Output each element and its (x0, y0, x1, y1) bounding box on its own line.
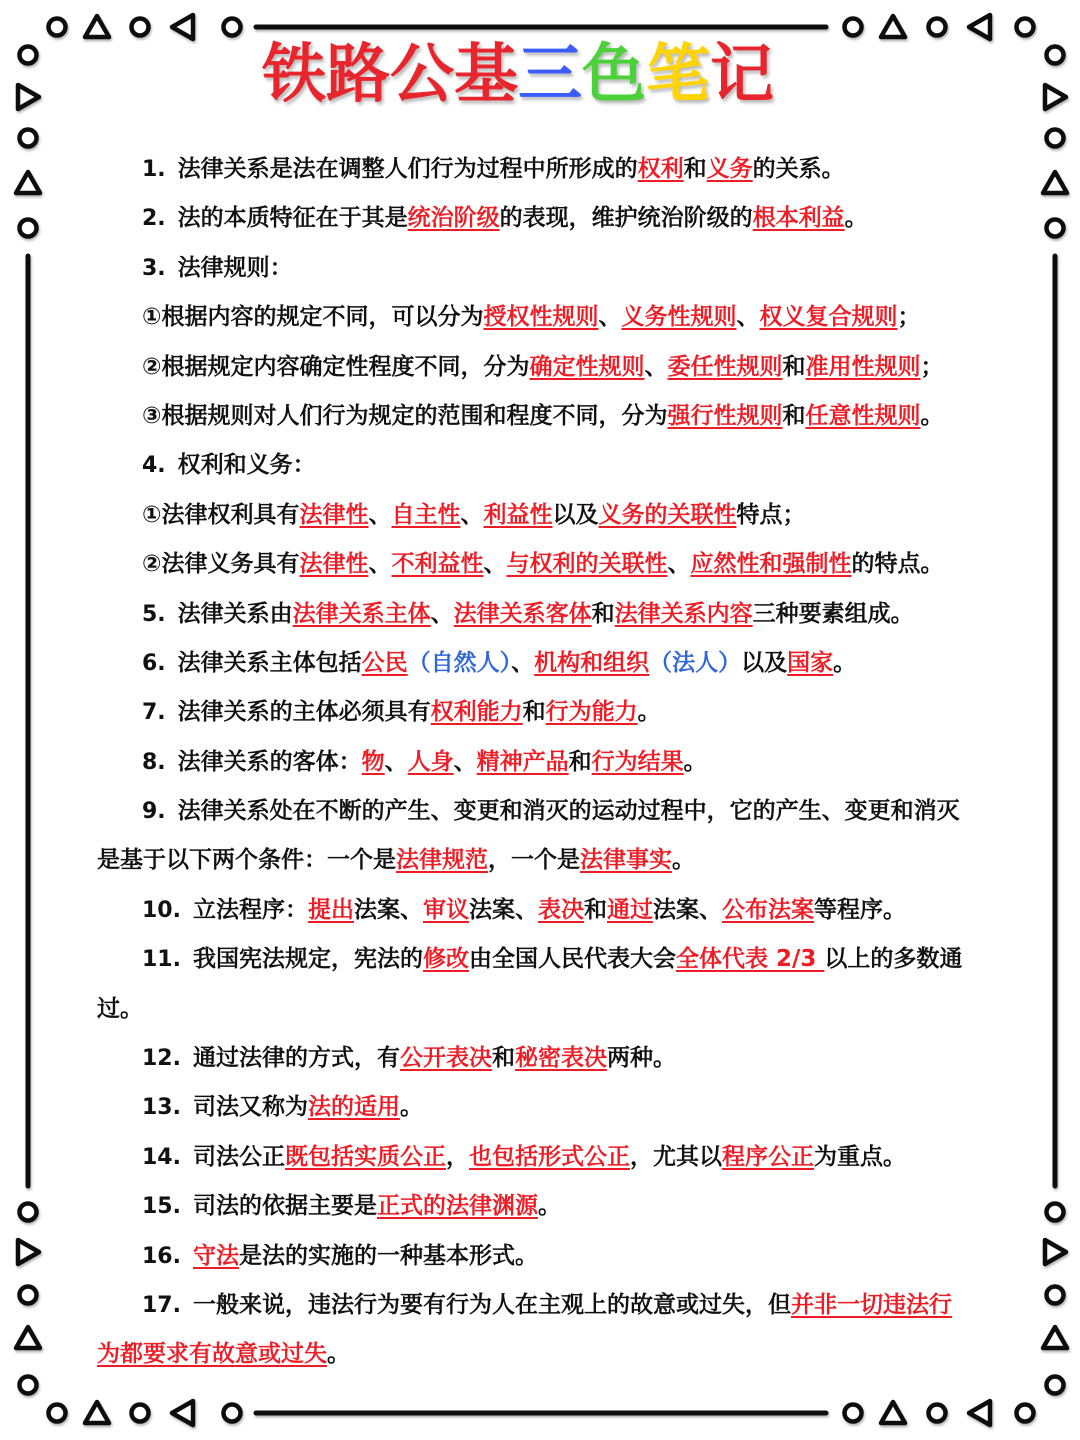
note-text: ， (445, 1143, 469, 1170)
note-text: ②法律义务具有 (142, 551, 300, 578)
keyword-highlight: 与权利的关联性 (506, 551, 668, 578)
note-number: 11. (142, 947, 181, 973)
keyword-highlight: 法律关系主体 (292, 600, 431, 627)
keyword-highlight: 表决 (537, 896, 584, 923)
note-item-11-continued (0, 985, 1000, 1034)
border-triangle-up (1043, 1327, 1067, 1348)
border-circle (20, 47, 37, 64)
note-text: ，一个是 (488, 847, 580, 874)
note-text: 司法公正 (192, 1143, 285, 1170)
border-circle (224, 1405, 241, 1422)
border-circle (224, 19, 241, 36)
note-text: 权利和义务： (177, 452, 316, 479)
border-triangle-up (85, 16, 109, 37)
note-item-3-sub-3 (0, 392, 1000, 441)
note-item-9 (0, 787, 1000, 836)
keyword-highlight: 行为结果 (591, 748, 684, 775)
note-text: ③根据规则对人们行为规定的范围和程度不同，分为 (142, 402, 668, 429)
note-text: 。 (672, 847, 695, 874)
note-text: 。 (399, 1094, 423, 1121)
keyword-highlight: 并非一切违法行 (790, 1291, 952, 1318)
keyword-highlight: 义务 (706, 156, 753, 182)
border-triangle-right (1045, 1240, 1066, 1264)
note-text: 。 (327, 1341, 350, 1368)
keyword-highlight: 统治阶级 (407, 205, 500, 232)
note-item-4-sub-1 (0, 491, 1000, 540)
keyword-highlight: 授权性规则 (483, 304, 599, 331)
note-text: 。 (833, 649, 857, 676)
keyword-highlight: 任意性规则 (805, 402, 921, 429)
note-text: 是法的实施的一种基本形式。 (238, 1242, 538, 1269)
keyword-highlight: 义务性规则 (621, 304, 737, 331)
note-number: 12. (142, 1046, 181, 1072)
note-item-14 (0, 1133, 1000, 1182)
note-item-10 (0, 886, 1000, 935)
border-circle (1017, 1405, 1034, 1422)
note-item-3-sub-2 (0, 343, 1000, 392)
note-item-3 (0, 244, 1000, 293)
note-text: 。 (537, 1193, 561, 1220)
note-number: 4. (142, 453, 166, 479)
keyword-highlight: 行为能力 (545, 699, 638, 726)
page-title (262, 39, 774, 111)
note-text: 法的本质特征在于其是 (177, 205, 408, 232)
border-triangle-right (18, 85, 39, 109)
note-item-13 (0, 1083, 1000, 1132)
border-circle (929, 19, 946, 36)
note-text: 。 (920, 402, 944, 429)
note-text: 、 (644, 353, 668, 380)
border-circle (49, 1405, 66, 1422)
border-circle (49, 19, 66, 36)
note-number: 7. (142, 700, 166, 726)
title-segment: 铁路公基 (262, 38, 518, 112)
keyword-highlight: 法律关系客体 (453, 600, 592, 627)
keyword-highlight: 修改 (422, 946, 469, 973)
note-text: 法律关系是法在调整人们行为过程中所形成的 (177, 156, 638, 182)
note-number: 10. (142, 897, 181, 923)
note-number: 14. (142, 1144, 181, 1170)
note-text: 、 (598, 304, 622, 331)
note-item-7 (0, 688, 1000, 737)
note-number: 3. (142, 255, 166, 281)
note-text: 和 (491, 1045, 515, 1072)
keyword-highlight: 权义复合规则 (759, 304, 898, 331)
note-text: 法律关系由 (177, 600, 293, 627)
note-text: 、 (511, 649, 535, 676)
keyword-highlight: 权利能力 (430, 699, 523, 726)
note-text: ②根据规定内容确定性程度不同，分为 (142, 353, 530, 380)
keyword-highlight: 公布法案 (721, 896, 814, 923)
keyword-highlight: 机构和组织 (534, 649, 650, 676)
note-number: 15. (142, 1194, 181, 1220)
border-triangle-left (969, 15, 990, 39)
border-circle (1017, 19, 1034, 36)
note-item-1 (0, 145, 1000, 194)
keyword-highlight: 程序公正 (721, 1143, 814, 1170)
border-triangle-left (969, 1401, 990, 1425)
note-item-2 (0, 194, 1000, 243)
title-segment: 色 (582, 38, 646, 112)
note-text: 由全国人民代表大会 (468, 946, 676, 973)
border-triangle-up (1043, 172, 1067, 193)
keyword-highlight: 义务的关联性 (598, 501, 737, 528)
note-text: ①法律权利具有 (142, 501, 300, 528)
note-text: 法律关系的主体必须具有 (177, 699, 431, 726)
note-text: 的特点。 (851, 551, 944, 578)
note-annotation: （自然人） (407, 649, 512, 676)
note-text: 以及 (741, 649, 788, 676)
note-text: 和 (782, 402, 806, 429)
note-number: 16. (142, 1243, 181, 1269)
keyword-highlight: 为都要求有故意或过失 (97, 1341, 327, 1368)
note-number: 17. (142, 1292, 181, 1318)
keyword-highlight: 守法 (192, 1242, 239, 1269)
note-text: 司法又称为 (192, 1094, 308, 1121)
border-circle (1047, 130, 1064, 147)
keyword-highlight: 既包括实质公正 (284, 1143, 446, 1170)
border-triangle-up (85, 1402, 109, 1423)
border-triangle-right (1045, 85, 1066, 109)
note-text: 、 (368, 551, 392, 578)
note-text: 通过法律的方式，有 (192, 1045, 400, 1072)
keyword-highlight: 国家 (787, 649, 834, 676)
note-text: 、 (453, 748, 477, 775)
note-text: 的关系。 (752, 156, 845, 182)
note-number: 1. (142, 157, 166, 182)
keyword-highlight: 根本利益 (752, 205, 845, 232)
border-circle (1047, 1204, 1064, 1221)
note-text: 法案、 (652, 896, 722, 923)
border-triangle-left (172, 15, 193, 39)
border-circle (1047, 1287, 1064, 1304)
note-item-12 (0, 1034, 1000, 1083)
note-text: 的表现，维护统治阶级的 (499, 205, 753, 232)
border-triangle-up (881, 1402, 905, 1423)
title-segment: 记 (710, 38, 774, 112)
keyword-highlight: 物 (361, 748, 385, 775)
note-text: 和 (522, 699, 546, 726)
border-triangle-left (172, 1401, 193, 1425)
keyword-highlight: 全体代表 2/3 (675, 946, 825, 973)
border-circle (1047, 220, 1064, 237)
keyword-highlight: 提出 (307, 896, 354, 923)
note-text: 是基于以下两个条件：一个是 (97, 847, 396, 874)
keyword-highlight: 法律关系内容 (614, 600, 753, 627)
note-text: 两种。 (606, 1045, 676, 1072)
keyword-highlight: 公开表决 (399, 1045, 492, 1072)
note-item-11 (0, 935, 1000, 984)
keyword-highlight: 利益性 (483, 501, 553, 528)
keyword-highlight: 秘密表决 (514, 1045, 607, 1072)
note-annotation: （法人） (649, 649, 742, 676)
note-item-4-sub-2 (0, 540, 1000, 589)
title-segment: 三 (518, 38, 582, 112)
note-text: 、 (736, 304, 760, 331)
note-text: 法律规则： (177, 254, 293, 281)
keyword-highlight: 法律性 (299, 501, 369, 528)
keyword-highlight: 也包括形式公正 (468, 1143, 630, 1170)
note-text: 特点； (736, 501, 806, 528)
note-text: 法案、 (468, 896, 538, 923)
note-text: 。 (637, 699, 661, 726)
note-text: 以及 (552, 501, 599, 528)
keyword-highlight: 确定性规则 (529, 353, 645, 380)
note-text: 和 (568, 748, 592, 775)
note-text: 和 (782, 353, 806, 380)
border-circle (929, 1405, 946, 1422)
note-text: 、 (368, 501, 392, 528)
note-text: ，尤其以 (629, 1143, 722, 1170)
note-text: 法案、 (353, 896, 423, 923)
note-text: 和 (583, 896, 607, 923)
keyword-highlight: 法的适用 (307, 1094, 400, 1121)
note-number: 2. (142, 206, 166, 232)
note-text: 、 (483, 551, 507, 578)
keyword-highlight: 权利 (637, 156, 684, 182)
border-circle (845, 1405, 862, 1422)
keyword-highlight: 正式的法律渊源 (376, 1193, 538, 1220)
keyword-highlight: 审议 (422, 896, 469, 923)
note-text: 、 (384, 748, 408, 775)
note-text: 三种要素组成。 (752, 600, 914, 627)
note-text: 等程序。 (813, 896, 906, 923)
note-text: 以上的多数通 (824, 946, 963, 973)
note-item-17-continued (0, 1330, 1000, 1379)
keyword-highlight: 法律性 (299, 551, 369, 578)
note-text: 过。 (97, 995, 143, 1022)
keyword-highlight: 公民 (361, 649, 408, 676)
note-item-3-sub-1 (0, 293, 1000, 342)
note-text: 立法程序： (192, 896, 308, 923)
border-circle (1047, 1377, 1064, 1394)
border-circle (132, 19, 149, 36)
note-item-17 (0, 1281, 1000, 1330)
note-item-4 (0, 441, 1000, 490)
note-item-15 (0, 1182, 1000, 1231)
keyword-highlight: 委任性规则 (667, 353, 783, 380)
keyword-highlight: 人身 (407, 748, 454, 775)
note-text: 一般来说，违法行为要有行为人在主观上的故意或过失，但 (192, 1291, 791, 1318)
note-text: 法律关系处在不断的产生、变更和消灭的运动过程中，它的产生、变更和消灭 (177, 798, 960, 825)
keyword-highlight: 精神产品 (476, 748, 569, 775)
note-text: 法律关系的客体： (177, 748, 362, 775)
note-number: 6. (142, 650, 166, 676)
keyword-highlight: 通过 (606, 896, 653, 923)
keyword-highlight: 不利益性 (391, 551, 484, 578)
note-number: 5. (142, 601, 166, 627)
note-text: 。 (683, 748, 707, 775)
note-text: 、 (667, 551, 691, 578)
note-number: 8. (142, 749, 166, 775)
note-number: 13. (142, 1095, 181, 1121)
note-text: ； (897, 304, 921, 331)
note-text: ； (920, 353, 944, 380)
note-text: 。 (844, 205, 868, 232)
border-triangle-up (881, 16, 905, 37)
note-item-8 (0, 738, 1000, 787)
border-circle (20, 130, 37, 147)
border-circle (1047, 47, 1064, 64)
note-text: 、 (430, 600, 454, 627)
keyword-highlight: 法律事实 (580, 847, 672, 874)
note-text: 我国宪法规定，宪法的 (192, 946, 423, 973)
note-item-16 (0, 1232, 1000, 1281)
keyword-highlight: 准用性规则 (805, 353, 921, 380)
note-item-9-continued (0, 836, 1000, 885)
border-circle (845, 19, 862, 36)
note-item-6 (0, 639, 1000, 688)
note-text: 和 (591, 600, 615, 627)
note-text: 司法的依据主要是 (192, 1193, 377, 1220)
note-item-5 (0, 590, 1000, 639)
keyword-highlight: 应然性和强制性 (690, 551, 852, 578)
keyword-highlight: 自主性 (391, 501, 461, 528)
keyword-highlight: 强行性规则 (667, 402, 783, 429)
keyword-highlight: 法律规范 (396, 847, 488, 874)
note-text: 、 (460, 501, 484, 528)
note-text: 法律关系主体包括 (177, 649, 362, 676)
notes-list (0, 145, 1000, 1380)
note-text: 和 (683, 156, 707, 182)
note-text: ①根据内容的规定不同，可以分为 (142, 304, 484, 331)
border-circle (132, 1405, 149, 1422)
note-text: 为重点。 (813, 1143, 906, 1170)
title-segment: 笔 (646, 38, 710, 112)
note-number: 9. (142, 799, 166, 825)
